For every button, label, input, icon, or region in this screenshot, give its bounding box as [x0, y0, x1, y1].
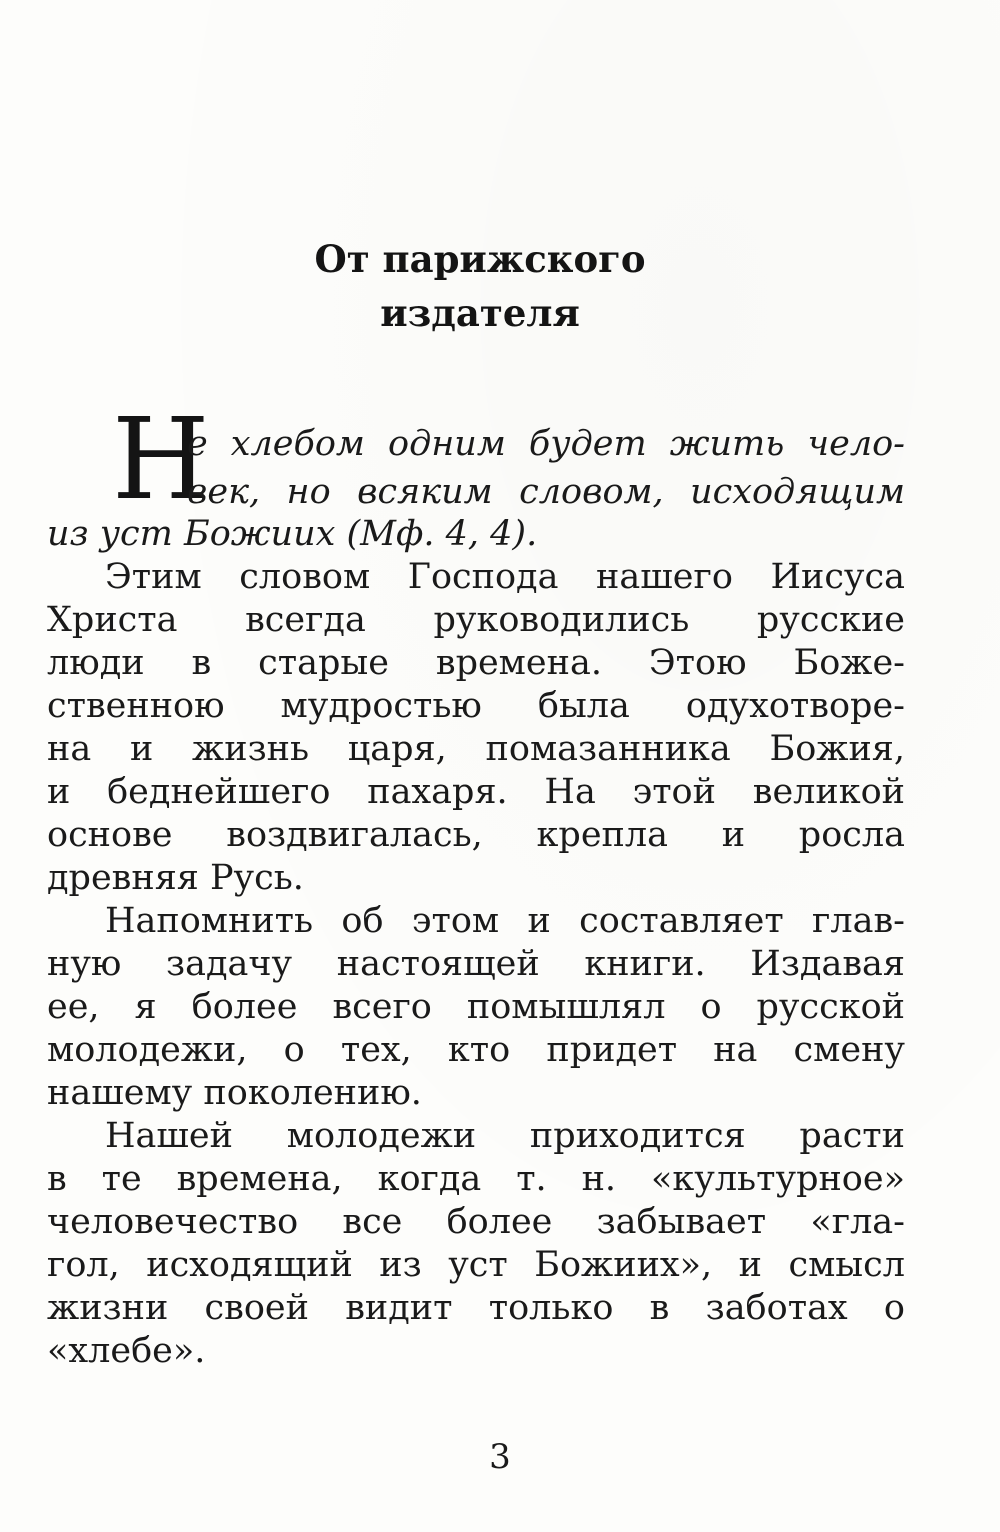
- paragraph-3-line: Нашей молодежи приходится расти: [105, 1116, 905, 1156]
- paragraph-3-line: гол, исходящий из уст Божиих», и смысл: [47, 1245, 905, 1285]
- chapter-title-line-1: От парижского: [314, 237, 646, 281]
- paragraph-1-line: основе воздвигалась, крепла и росла: [47, 815, 905, 855]
- epigraph-line-3: из уст Божиих (Мф. 4, 4).: [47, 514, 538, 554]
- paragraph-1-line: на и жизнь царя, помазанника Божия,: [47, 729, 905, 769]
- paragraph-2-line: Напомнить об этом и составляет глав-: [105, 901, 905, 941]
- paragraph-2-line: ее, я более всего помышлял о русской: [47, 987, 905, 1027]
- paragraph-1-line: ственною мудростью была одухотворе-: [47, 686, 905, 726]
- paragraph-3-line: человечество все более забывает «гла-: [47, 1202, 905, 1242]
- paragraph-1-line: древняя Русь.: [47, 858, 304, 898]
- paragraph-1-line: Христа всегда руководились русские: [47, 600, 905, 640]
- paragraph-1-line: Этим словом Господа нашего Иисуса: [105, 557, 905, 597]
- paragraph-1-line: люди в старые времена. Этою Боже-: [47, 643, 905, 683]
- paragraph-2-line: ную задачу настоящей книги. Издавая: [47, 944, 905, 984]
- paragraph-3-line: «хлебе».: [47, 1331, 206, 1371]
- paragraph-2-line: молодежи, о тех, кто придет на смену: [47, 1030, 905, 1070]
- paragraph-3-line: в те времена, когда т. н. «культурное»: [47, 1159, 905, 1199]
- paragraph-2-line: нашему поколению.: [47, 1073, 422, 1113]
- page-number: 3: [489, 1437, 511, 1477]
- paragraph-1-line: и беднейшего пахаря. На этой великой: [47, 772, 905, 812]
- epigraph-line-1: е хлебом одним будет жить чело-: [187, 424, 905, 464]
- paragraph-3-line: жизни своей видит только в заботах о: [47, 1288, 905, 1328]
- chapter-title-line-2: издателя: [380, 291, 580, 335]
- drop-cap: Н: [112, 395, 210, 525]
- epigraph-line-2: век, но всяким словом, исходящим: [187, 472, 905, 512]
